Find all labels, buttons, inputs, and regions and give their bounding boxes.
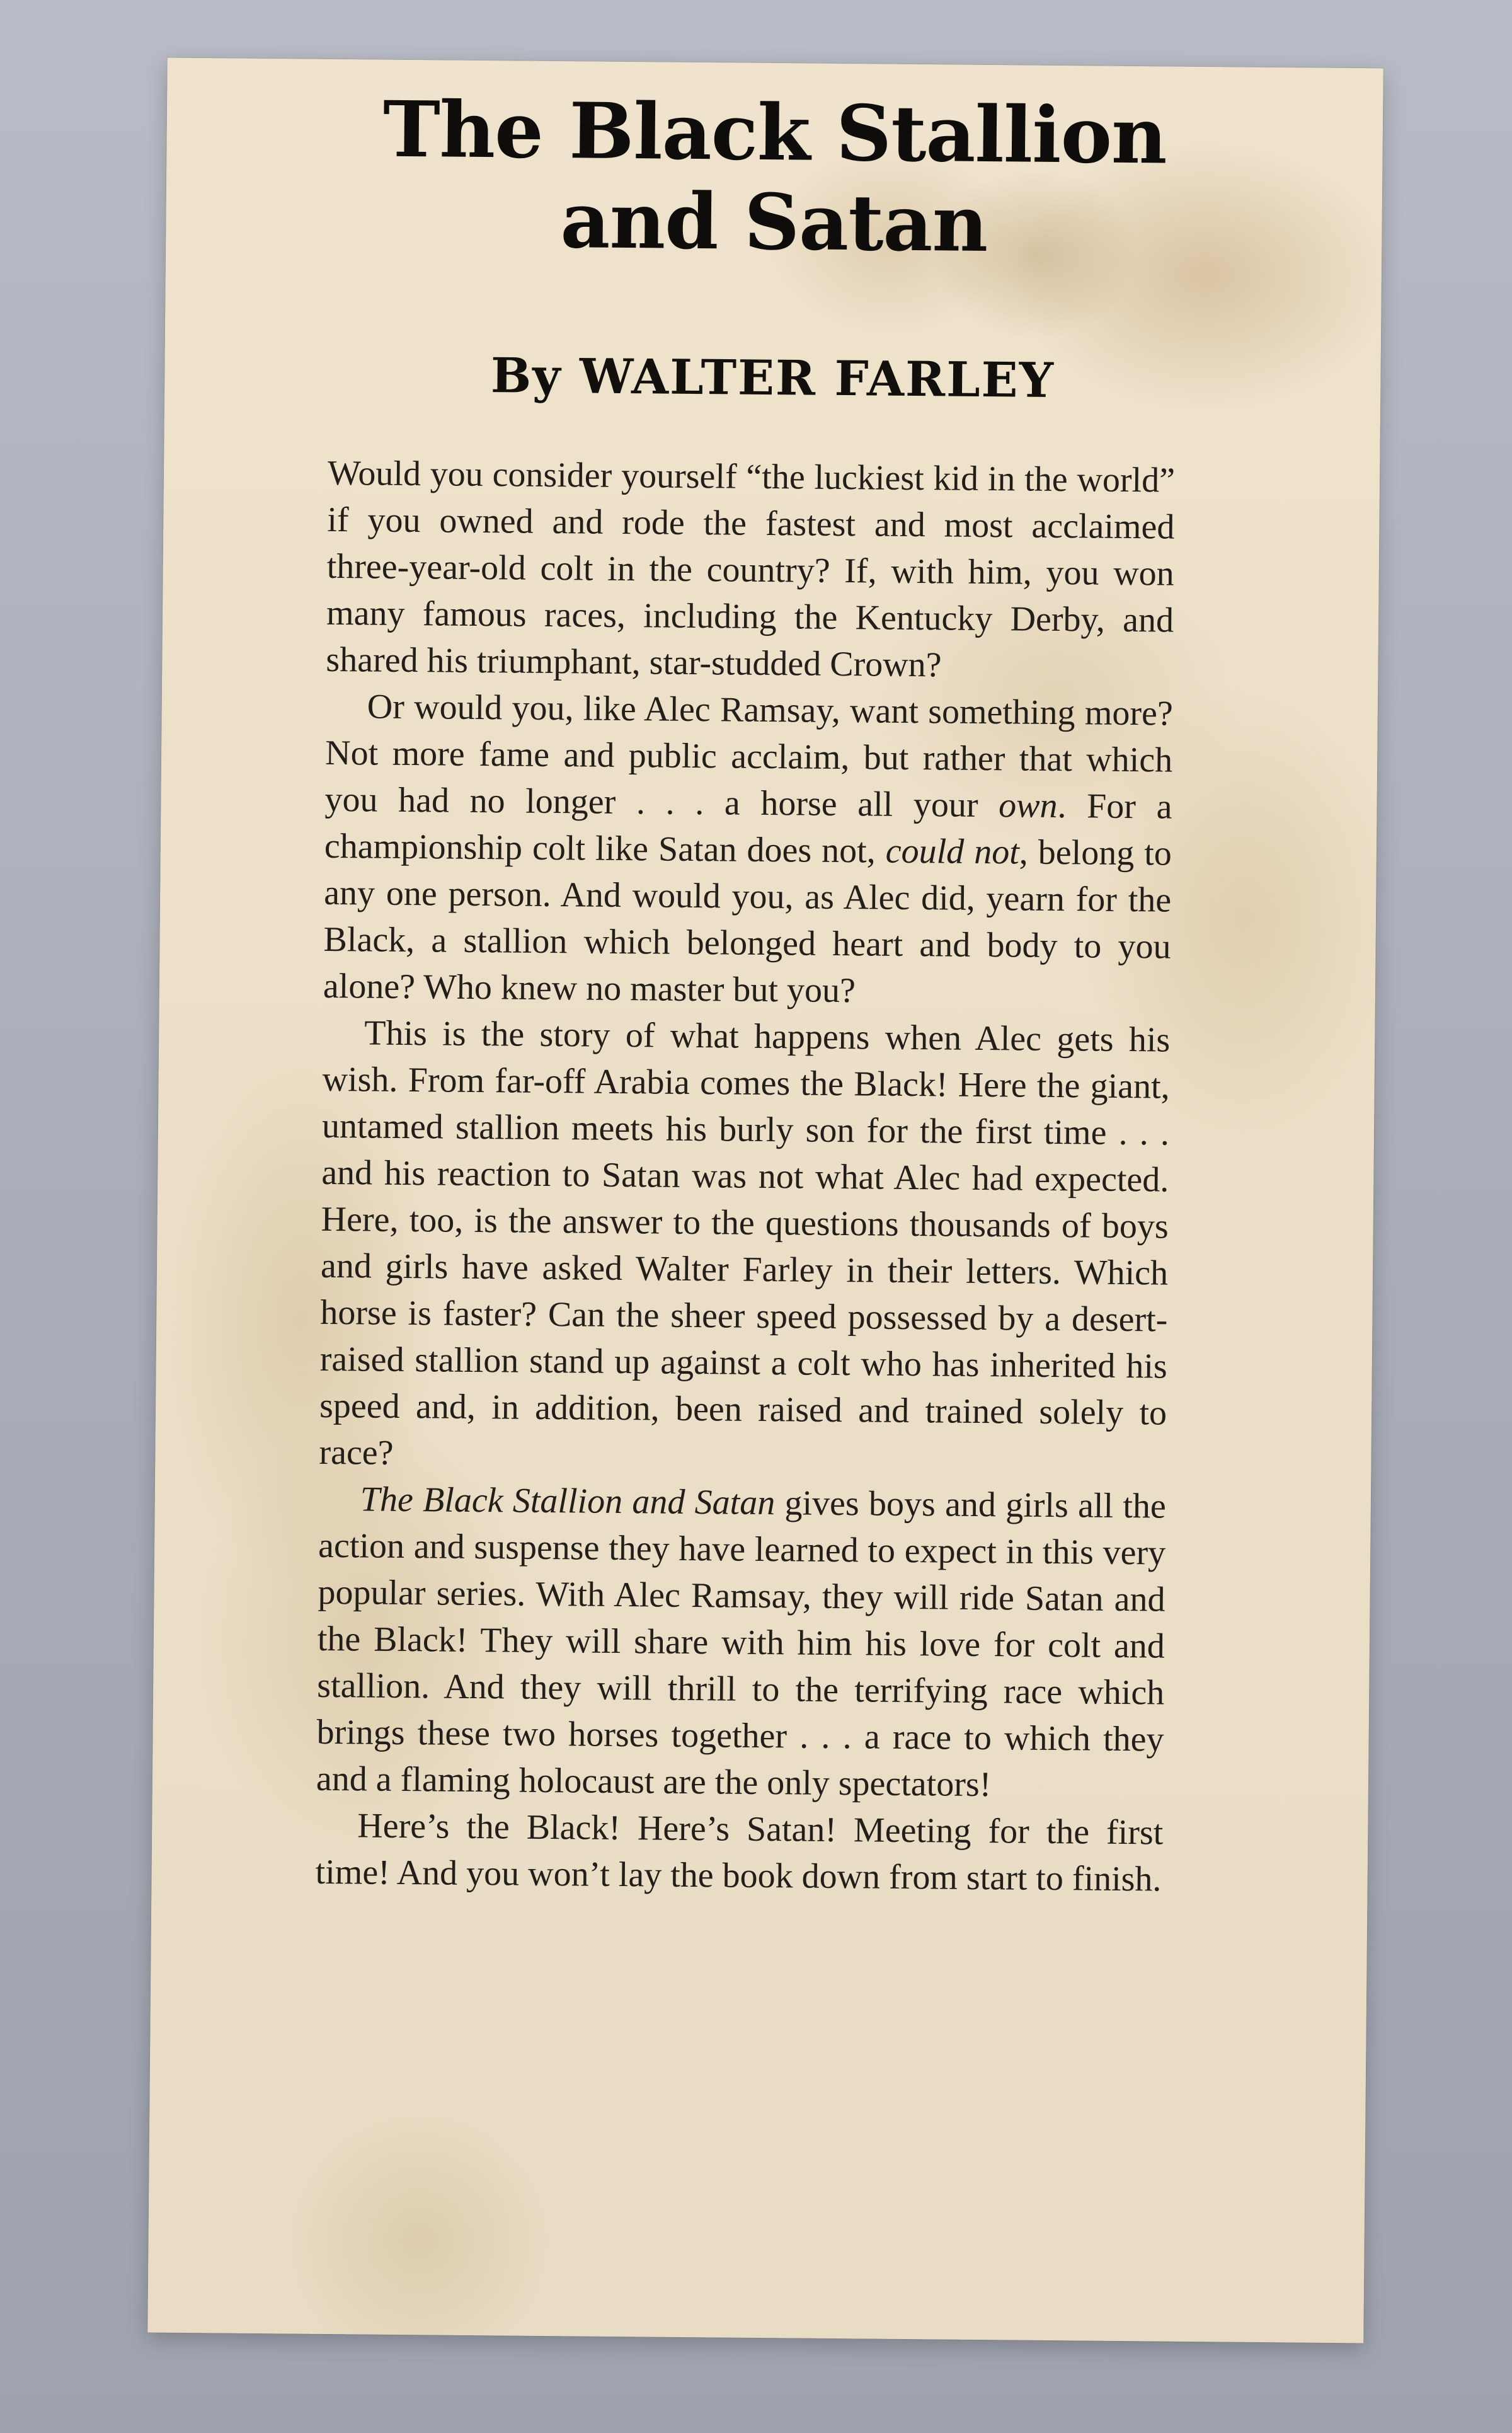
page-title — [166, 83, 1383, 272]
paragraph-5: Here’s the Black! Here’s Satan! Meeting for the first time! And you won’t lay the book down from start to finish. — [315, 1806, 1164, 1899]
paragraph-4 — [316, 1476, 1166, 1810]
author-byline: By WALTER FARLEY — [490, 347, 1055, 408]
emphasis-own: own — [998, 786, 1058, 826]
title-line-2: and Satan — [560, 174, 988, 269]
title-line-1: The Black Stallion — [382, 83, 1167, 181]
emphasis-could-not: could not — [885, 831, 1020, 872]
body-text — [315, 450, 1175, 1903]
paragraph-3: This is the story of what happens when Alec gets his wish. From far-off Arabia comes the Black! Here the giant, untamed stallion meets his burly son for the first time . . . and his reaction to Satan was not what Alec had expected. Here, too, is the answer to the questions thousands of boys and girls have asked Walter Farley in their letters. Which horse is faster? Can the sheer speed possessed by a desert-raised stallion stand up against a colt who has inherited his speed and, in addition, been raised and trained solely to race? — [319, 1013, 1171, 1473]
paragraph-2 — [323, 683, 1173, 1017]
paragraph-4-rest: gives boys and girls all the action and suspense they have learned to expect in this very popular series. With Alec Ramsay, they will ride Satan and the Black! They will share with him his love for colt and stallion. And they will thrill to the terrifying race which brings these two horses together . . . a race to which they and a flaming holocaust are the only spectators! — [316, 1483, 1167, 1805]
paragraph-1: Would you consider yourself “the luckiest kid in the world” if you owned and rode the fastest and most acclaimed three-year-old colt in the country? If, with him, you won many famous races, including the Kentucky Derby, and shared his triumphant, star-studded Crown? — [326, 453, 1176, 685]
book-title-italic: The Black Stallion and Satan — [360, 1480, 776, 1523]
paragraph-2-part-c: , belong to any one person. And would you, as Alec did, yearn for the Black, a stallion which belonged heart and body to you alone? Who knew no master but you? — [323, 832, 1172, 1011]
paper-sheet — [147, 58, 1383, 2344]
paragraph-2-part-a: Or would you, like Alec Ramsay, want something more? Not more fame and public acclaim, but rather that which you had no longer . . . a horse all your — [324, 687, 1174, 825]
paragraph-2-part-b: . For a championship colt like Satan does not, — [324, 786, 1172, 871]
